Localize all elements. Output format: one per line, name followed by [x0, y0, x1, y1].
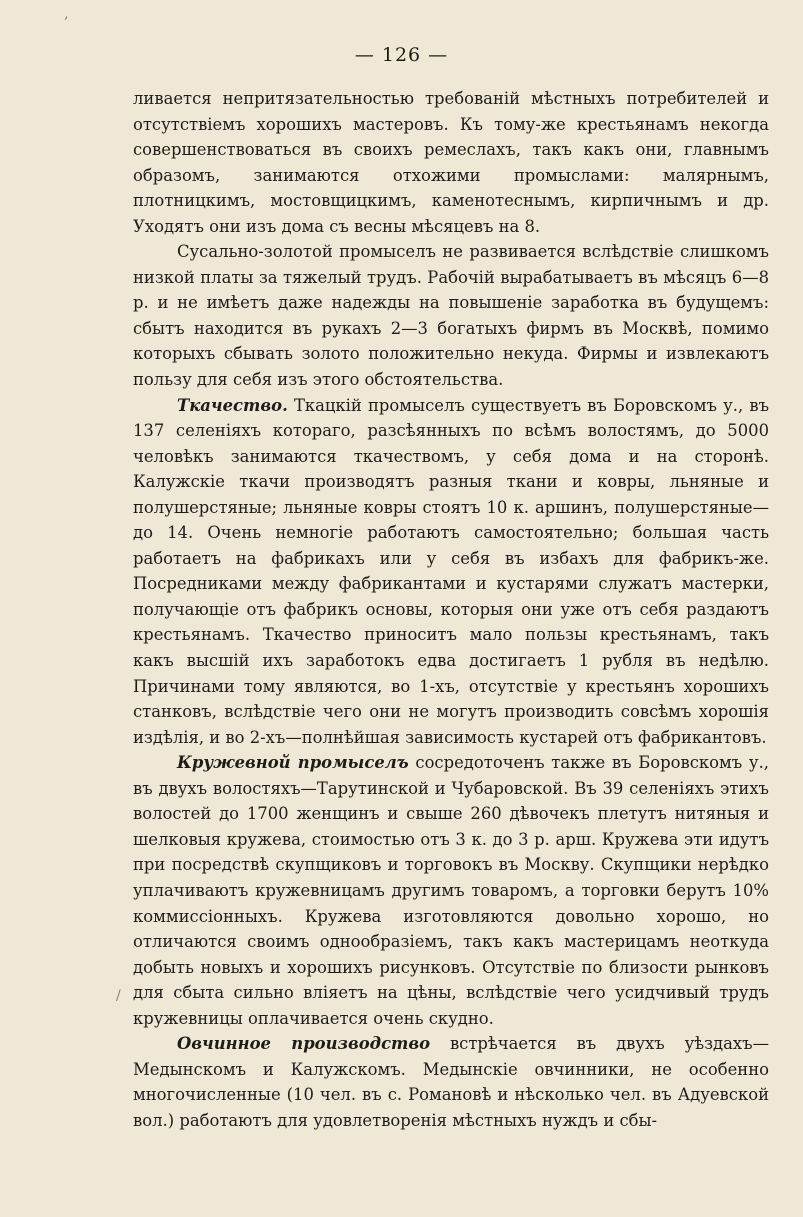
- section-heading: Кружевной промыселъ: [177, 753, 409, 773]
- margin-pencil-mark: ‚: [64, 6, 69, 22]
- paragraph: [133, 86, 769, 239]
- paragraph-text: Сусально-золотой промыселъ не развивается вслѣдствіе слишкомъ низкой платы за тяжелый трудъ. Рабочій вырабатываетъ въ мѣсяцъ 6—8 р. и не имѣетъ даже надежды на повышеніе заработка въ будущемъ: сбытъ находится въ рукахъ 2—3 богатыхъ фирмъ въ Москвѣ, помимо которыхъ сбывать золото положительно некуда. Фирмы и извлекаютъ пользу для себя изъ этого обстоятельства.: [133, 242, 769, 390]
- paragraph: [133, 1031, 769, 1133]
- margin-pencil-mark: /: [116, 988, 121, 1004]
- paragraph-text: сосредоточенъ также въ Боровскомъ у., въ двухъ волостяхъ—Тарутинской и Чубаровской. Въ 39 селеніяхъ этихъ волостей до 1700 женщинъ и свыше 260 дѣвочекъ плетутъ нитяныя и шелковыя кружева, стоимостью отъ 3 к. до 3 р. арш. Кружева эти идутъ при посредствѣ скупщиковъ и торговокъ въ Москву. Скупщики нерѣдко уплачиваютъ кружевницамъ другимъ товаромъ, а торговки берутъ 10% коммиссіонныхъ. Кружева изготовляются довольно хорошо, но отличаются своимъ однообразіемъ, такъ какъ мастерицамъ неоткуда добыть новыхъ и хорошихъ рисунковъ. Отсутствіе по близости рынковъ для сбыта сильно вліяетъ на цѣны, вслѣдствіе чего усидчивый трудъ кружевницы оплачивается очень скудно.: [133, 753, 769, 1028]
- body-text: [133, 86, 769, 1133]
- paragraph-text: встрѣчается въ двухъ уѣздахъ—Медынскомъ и Калужскомъ. Медынскіе овчинники, не особенно многочисленные (10 чел. въ с. Романовѣ и нѣсколько чел. въ Адуевской вол.) работаютъ для удовлетворенія мѣстныхъ нуждъ и сбы-: [133, 1034, 769, 1130]
- paragraph: [133, 750, 769, 1031]
- paragraph: [133, 239, 769, 392]
- paragraph-text: Ткацкій промыселъ существуетъ въ Боровскомъ у., въ 137 селеніяхъ котораго, разсѣянныхъ по всѣмъ волостямъ, до 5000 человѣкъ занимаются ткачествомъ, у себя дома и на сторонѣ. Калужскіе ткачи производятъ разныя ткани и ковры, льняные и полушерстяные; льняные ковры стоятъ 10 к. аршинъ, полушерстяные—до 14. Очень немногіе работаютъ самостоятельно; большая часть работаетъ на фабрикахъ или у себя въ избахъ для фабрикъ-же. Посредниками между фабрикантами и кустарями служатъ мастерки, получающіе отъ фабрикъ основы, которыя они уже отъ себя раздаютъ крестьянамъ. Ткачество приноситъ мало пользы крестьянамъ, такъ какъ высшій ихъ заработокъ едва достигаетъ 1 рубля въ недѣлю. Причинами тому являются, во 1-хъ, отсутствіе у крестьянъ хорошихъ станковъ, вслѣдствіе чего они не могутъ производить совсѣмъ хорошія издѣлія, и во 2-хъ—полнѣйшая зависимость кустарей отъ фабрикантовъ.: [133, 395, 769, 747]
- section-heading: Овчинное производство: [177, 1034, 431, 1054]
- page-number: — 126 —: [354, 44, 449, 66]
- paragraph: [133, 393, 769, 751]
- section-heading: Ткачество.: [177, 395, 288, 415]
- paragraph-text: ливается непритязательностью требованій мѣстныхъ потребителей и отсутствіемъ хорошихъ мастеровъ. Къ тому-же крестьянамъ некогда совершенствоваться въ своихъ ремеслахъ, такъ какъ они, главнымъ образомъ, занимаются отхожими промыслами: малярнымъ, плотницкимъ, мостовщицкимъ, каменотеснымъ, кирпичнымъ и др. Уходятъ они изъ дома съ весны мѣсяцевъ на 8.: [133, 89, 769, 236]
